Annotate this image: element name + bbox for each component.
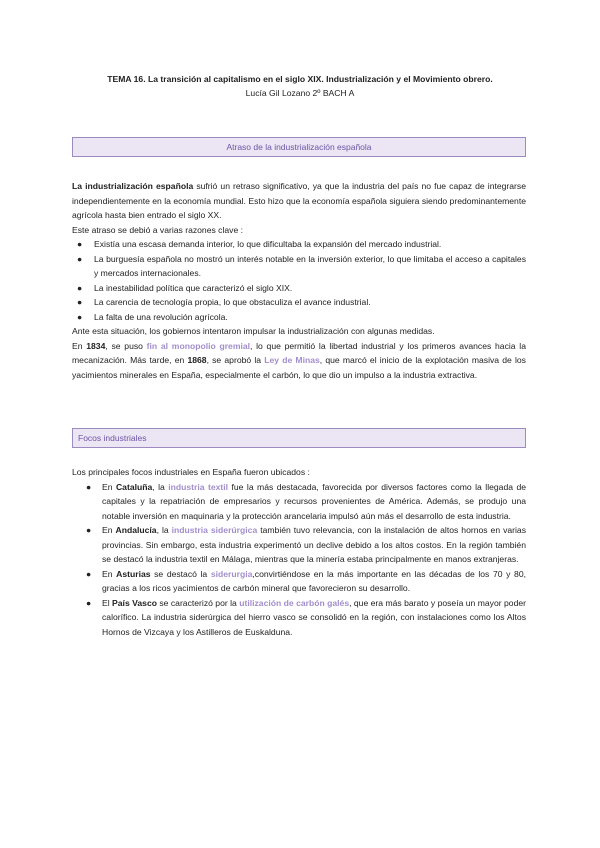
list-item [72,281,526,296]
reasons-list [72,237,526,324]
text-run: , se puso [105,340,147,351]
text-run: , la [152,481,169,492]
region-name: Asturias [116,568,151,579]
bullet-icon: ● [86,525,92,535]
list-item [72,237,526,252]
document-header [60,72,540,100]
text-run: se caracterizó por la [156,597,240,608]
text-run: , lo que permitió la libertad industrial y los primeros avances hacia la mecanización. Más tarde, en [72,340,526,365]
text-run: fue la más destacada, favorecida por diversos factores como la llegada de capitales y la repatriación de empresarios y recursos provenientes de América. Además, se produjo una notable inversión en maquinaria y la protección arancelaria impulsó aún más el desarrollo de esta industria. [102,481,527,521]
focos-list [72,480,526,640]
region-name: Cataluña [115,481,153,492]
list-item-text: Existía una escasa demanda interior, lo que dificultaba la expansión del mercado industrial. [94,239,442,249]
text-run: , se aprobó la [206,355,265,365]
list-item-text: La burguesía española no mostró un interés notable en la inversión exterior, lo que limitaba el acceso a capitales y mercados internacionales. [94,253,526,278]
section-heading-focos: Focos industriales [72,428,526,448]
list-item [72,596,526,640]
section-body-atraso [72,179,526,382]
highlight-term: utilización de carbón galés [239,597,350,608]
intro-bold: La industrialización española [72,181,194,191]
text-run: , que marcó el inicio de la explotación masiva de los yacimientos minerales en España, especialmente el carbón, lo que dio un impulso a la industria extractiva. [72,355,526,380]
bullet-icon: ● [77,239,83,249]
bullet-icon: ● [86,597,92,608]
list-item-text: La carencia de tecnología propia, lo que obstaculiza el avance industrial. [94,297,371,307]
list-item [72,567,526,596]
highlight-ley-minas: Ley de Minas [264,355,320,365]
text-run: En [72,340,87,351]
section-body-focos [72,465,526,639]
highlight-term: siderurgia [210,568,253,579]
text-run: ,convirtiéndose en la más importante en las décadas de los 70 y 80, gracias a los ricos yacimientos de carbón mineral que favorecieron su desarrollo. [102,568,526,593]
reasons-lead: Este atraso se debió a varias razones clave : [72,224,244,235]
text-run: también tuvo relevancia, con la instalación de altos hornos en varias provincias. Sin embargo, esta industria experimentó un declive debido a los altos costos. En la región también se destacó la industria textil en Málaga, mientras que la minería estaba principalmente en manos extranjeras. [102,525,527,564]
bullet-icon: ● [77,297,83,307]
bullet-icon: ● [77,253,83,264]
text-run: El [102,597,113,608]
bullet-icon: ● [77,311,83,322]
bullet-icon: ● [86,481,92,492]
region-name: País Vasco [112,597,157,608]
list-item [72,523,526,567]
list-item-text: La inestabilidad política que caracterizó el siglo XIX. [94,282,293,293]
text-run: En [102,481,116,492]
text-run: En [102,525,116,535]
list-item [72,252,526,281]
highlight-term: industria textil [168,481,229,492]
document-author: Lucía Gil Lozano 2º BACH A [245,88,355,98]
list-item [72,480,526,524]
text-run: En [102,568,117,579]
text-run: , la [156,525,172,535]
highlight-monopolio: fin al monopolio gremial [146,340,251,351]
list-item [72,310,526,325]
list-item-text: La falta de una revolución agrícola. [94,311,228,322]
bullet-icon: ● [86,568,92,579]
region-name: Andalucía [115,525,157,535]
measures-lead: Ante esta situación, los gobiernos intentaron impulsar la industrialización con algunas medidas. [72,326,435,336]
focos-lead: Los principales focos industriales en España fueron ubicados : [72,467,310,477]
list-item [72,295,526,310]
intro-rest: sufrió un retraso significativo, ya que la industria del país no fue capaz de integrarse independientemente en la economía mundial. Esto hizo que la economía española siguiera siendo predominantemente agrícola hasta bien entrado el siglo XX. [72,181,526,220]
text-run: , que era más barato y poseía un mayor poder calorífico. La industria siderúrgica del hierro vasco se consolidó en la región, con instalaciones como los Altos Hornos de Vizcaya y los Astilleros de Euskalduna. [102,597,526,637]
year-1868: 1868 [187,355,207,365]
text-run: se destacó la [150,568,211,579]
measures-paragraph [72,339,526,383]
year-1834: 1834 [86,340,106,351]
highlight-term: industria siderúrgica [171,525,258,535]
section-heading-atraso: Atraso de la industrialización española [72,137,526,157]
intro-paragraph [72,179,526,223]
document-title: TEMA 16. La transición al capitalismo en el siglo XIX. Industrialización y el Movimiento obrero. [107,74,493,84]
bullet-icon: ● [77,282,83,293]
